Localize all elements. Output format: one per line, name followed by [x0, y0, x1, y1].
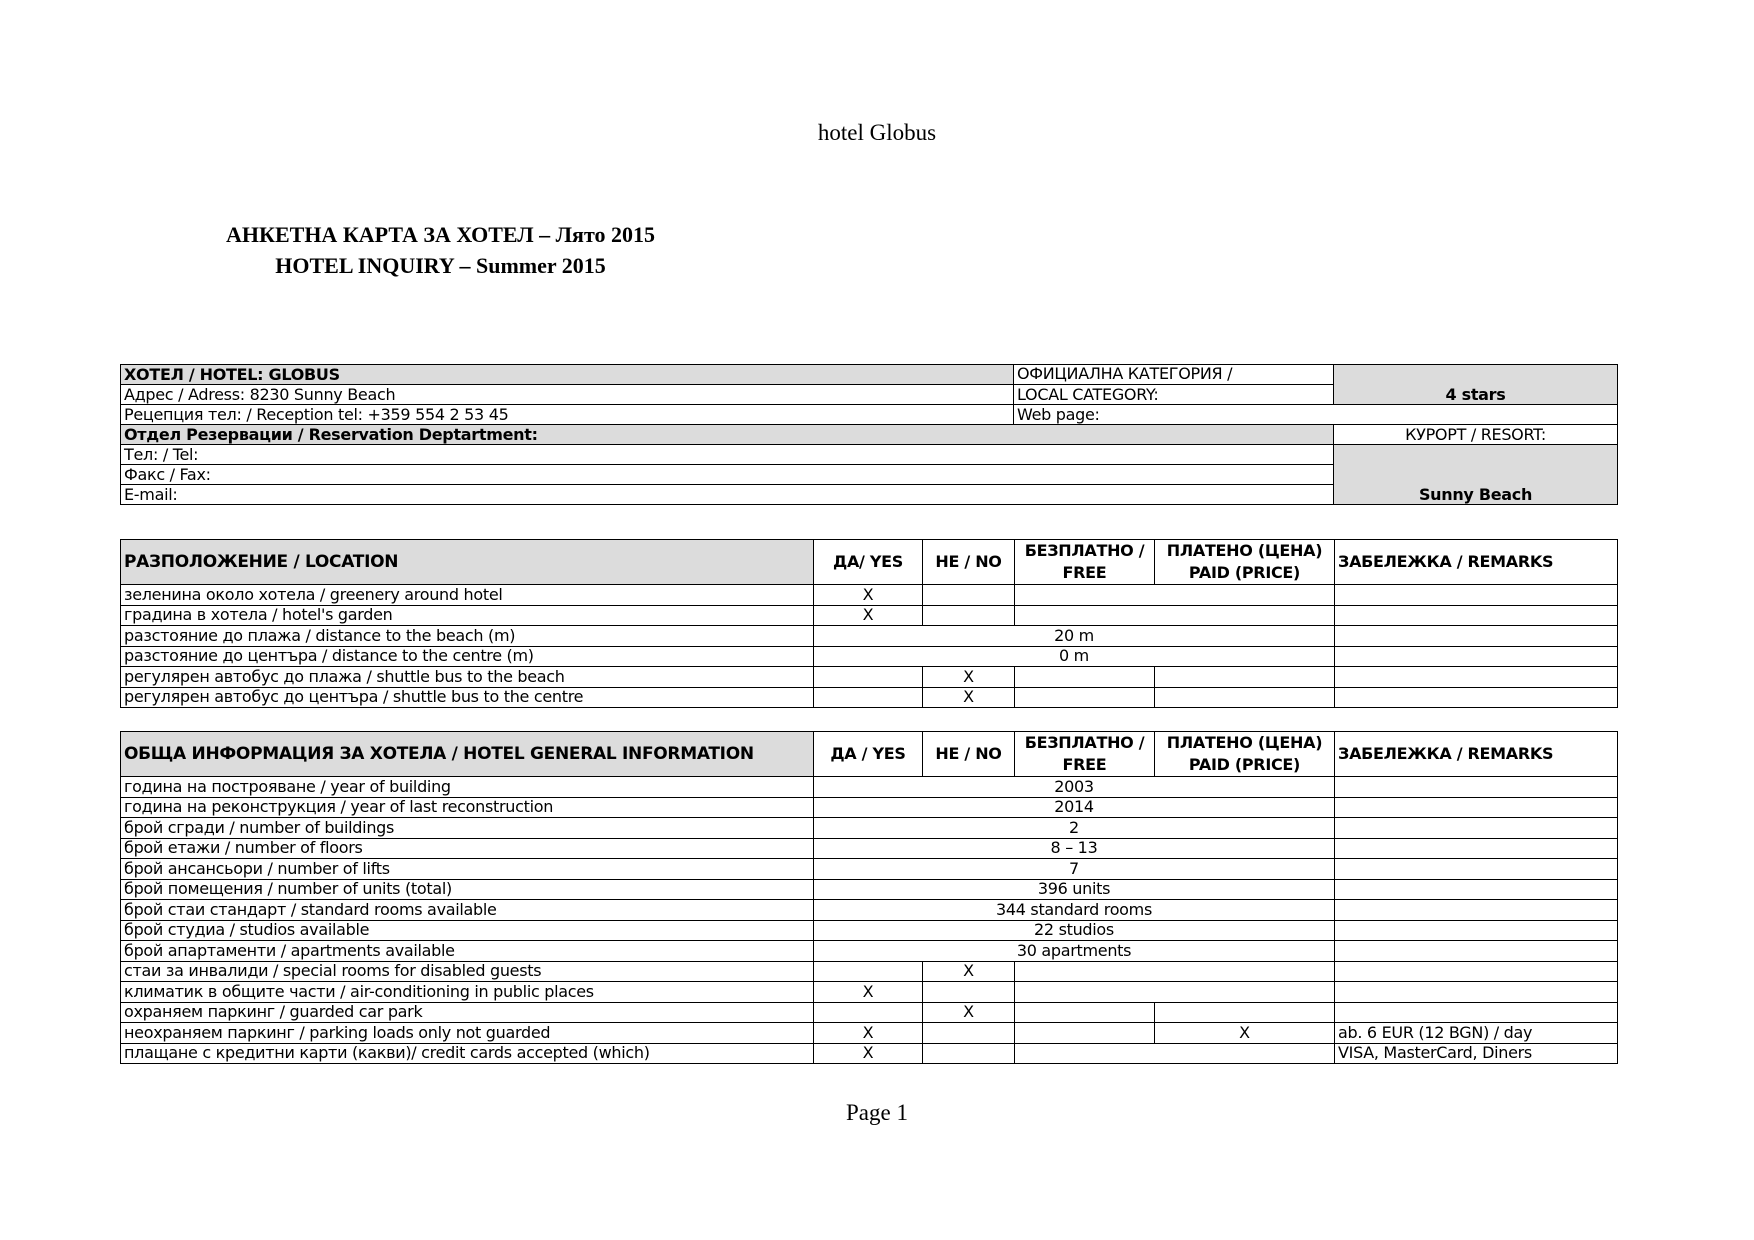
- location-header: РАЗПОЛОЖЕНИЕ / LOCATION: [121, 540, 814, 585]
- remarks-header: ЗАБЕЛЕЖКА / REMARKS: [1335, 540, 1618, 585]
- table-row: охраняем паркинг / guarded car park X: [121, 1002, 1618, 1023]
- document-title-bg: АНКЕТНА КАРТА ЗА ХОТЕЛ – Лято 2015: [226, 222, 655, 247]
- hotel-name: ХОТЕЛ / HOTEL: GLOBUS: [121, 365, 1014, 385]
- category-label-1: ОФИЦИАЛНА КАТЕГОРИЯ /: [1014, 365, 1334, 385]
- document-title-en: HOTEL INQUIRY – Summer 2015: [275, 253, 606, 278]
- table-row: регулярен автобус до центъра / shuttle bus to the centre X: [121, 687, 1618, 708]
- table-row: зеленина около хотела / greenery around hotel X: [121, 585, 1618, 606]
- page-footer: Page 1: [846, 1100, 908, 1125]
- table-row: климатик в общите части / air-conditioning in public places X: [121, 982, 1618, 1003]
- table-row: разстояние до плажа / distance to the beach (m) 20 m: [121, 626, 1618, 647]
- table-row: година на построяване / year of building 2003: [121, 777, 1618, 798]
- email-label: E-mail:: [121, 485, 1334, 505]
- table-row: разстояние до центъра / distance to the centre (m) 0 m: [121, 646, 1618, 667]
- no-header: НЕ / NO: [923, 732, 1015, 777]
- reservation-label: Отдел Резервации / Reservation Deptartment:: [121, 425, 1334, 445]
- table-row: градина в хотела / hotel's garden X: [121, 605, 1618, 626]
- tel-label: Тел: / Tel:: [121, 445, 1334, 465]
- hotel-info-table: [120, 364, 1618, 505]
- paid-header: ПЛАТЕНО (ЦЕНА) PAID (PRICE): [1155, 540, 1335, 585]
- web-page-label: Web page:: [1014, 405, 1618, 425]
- table-row: година на реконструкция / year of last reconstruction 2014: [121, 797, 1618, 818]
- free-header: БЕЗПЛАТНО / FREE: [1015, 540, 1155, 585]
- table-row: плащане с кредитни карти (какви)/ credit cards accepted (which) X VISA, MasterCard, Diners: [121, 1043, 1618, 1064]
- table-row: брой студиа / studios available 22 studios: [121, 920, 1618, 941]
- yes-header: ДА / YES: [814, 732, 923, 777]
- table-row: неохраняем паркинг / parking loads only not guarded X X ab. 6 EUR (12 BGN) / day: [121, 1023, 1618, 1044]
- paid-header: ПЛАТЕНО (ЦЕНА) PAID (PRICE): [1155, 732, 1335, 777]
- resort-value: Sunny Beach: [1334, 445, 1618, 505]
- yes-header: ДА/ YES: [814, 540, 923, 585]
- resort-label: КУРОРТ / RESORT:: [1334, 425, 1618, 445]
- table-row: брой апартаменти / apartments available 30 apartments: [121, 941, 1618, 962]
- location-table: [120, 539, 1618, 708]
- table-row: регулярен автобус до плажа / shuttle bus to the beach X: [121, 667, 1618, 688]
- general-info-table: [120, 731, 1618, 1064]
- hotel-reception: Рецепция тел: / Reception tel: +359 554 2 53 45: [121, 405, 1014, 425]
- fax-label: Факс / Fax:: [121, 465, 1334, 485]
- general-header: ОБЩА ИНФОРМАЦИЯ ЗА ХОТЕЛА / HOTEL GENERAL INFORMATION: [121, 732, 814, 777]
- table-row: брой помещения / number of units (total) 396 units: [121, 879, 1618, 900]
- free-header: БЕЗПЛАТНО / FREE: [1015, 732, 1155, 777]
- table-row: брой ансансьори / number of lifts 7: [121, 859, 1618, 880]
- no-header: НЕ / NO: [923, 540, 1015, 585]
- category-value: 4 stars: [1334, 365, 1618, 405]
- table-row: стаи за инвалиди / special rooms for disabled guests X: [121, 961, 1618, 982]
- table-row: брой стаи стандарт / standard rooms available 344 standard rooms: [121, 900, 1618, 921]
- table-row: брой етажи / number of floors 8 – 13: [121, 838, 1618, 859]
- hotel-address: Адрес / Adress: 8230 Sunny Beach: [121, 385, 1014, 405]
- table-row: брой сгради / number of buildings 2: [121, 818, 1618, 839]
- remarks-header: ЗАБЕЛЕЖКА / REMARKS: [1335, 732, 1618, 777]
- category-label-2: LOCAL CATEGORY:: [1014, 385, 1334, 405]
- page-header: hotel Globus: [817, 120, 937, 145]
